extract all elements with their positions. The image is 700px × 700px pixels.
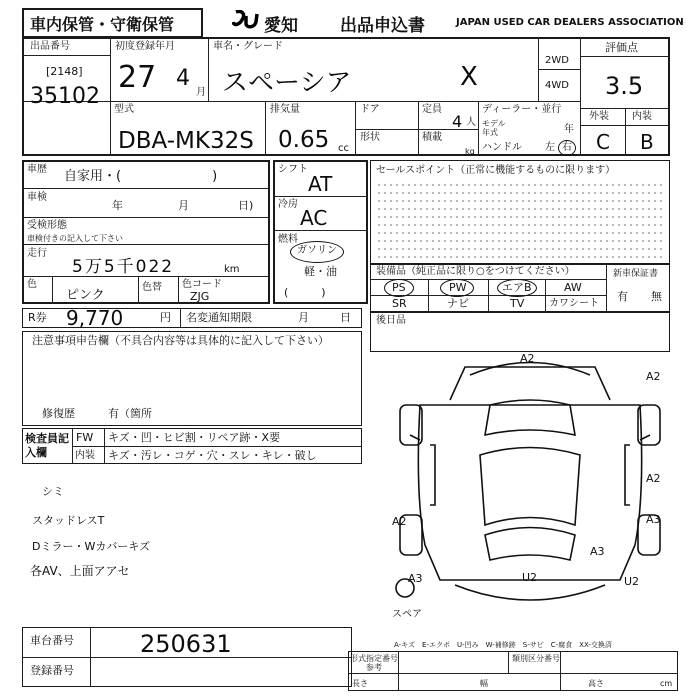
mark-a2-front: A2	[520, 352, 535, 365]
history-value: 自家用・( )	[64, 169, 218, 184]
car-number-value: 250631	[140, 630, 232, 658]
color-code-label: 色コード	[182, 279, 222, 290]
storage-label: 車内保管・守衛保管	[30, 15, 175, 34]
mark-a3-right-rear: A3	[590, 545, 605, 558]
inspector-row2: キズ・汚レ・コゲ・穴・スレ・キレ・破し	[108, 449, 317, 462]
history-label: 車歴	[27, 164, 47, 175]
new-car-yes: 有	[617, 290, 628, 303]
notes-label: 注意事項申告欄（不具合内容等は具体的に記入して下さい）	[32, 334, 329, 347]
ju-logo	[232, 10, 262, 30]
mileage-value: 5万5千022	[72, 257, 175, 277]
model-value: DBA-MK32S	[118, 128, 254, 154]
first-reg-month: 4	[176, 66, 190, 91]
model-label: 型式	[114, 104, 134, 115]
drive-4wd: 4WD	[545, 80, 569, 91]
length-label: 長さ	[352, 679, 368, 688]
fuel-label: 燃料	[278, 234, 298, 245]
equip-ps-circle	[384, 279, 414, 297]
remark-3: Dミラー・Wカバーキズ	[32, 540, 151, 553]
handle-right: 右	[562, 142, 572, 153]
equip-pw: PW	[449, 281, 467, 294]
inspector-label: 検査員記入欄	[25, 432, 69, 459]
first-reg-year: 27	[118, 60, 157, 95]
damage-diagram	[380, 345, 680, 625]
recycle-unit: 円	[160, 311, 171, 324]
class-label: 類別区分番号	[512, 654, 560, 663]
mark-u2-right-rear: U2	[624, 575, 640, 588]
inspection-day: 日)	[238, 199, 254, 212]
inspector-row1: キズ・凹・ヒビ割・リペア跡・X要	[108, 431, 281, 444]
lot-label: 出品番号	[30, 41, 70, 52]
equipment-label: 装備品（純正品に限り○をつけてください）	[376, 266, 575, 277]
sales-points-label: セールスポイント（正常に機能するものに限ります）	[376, 165, 616, 176]
handle-label: ハンドル	[482, 142, 522, 153]
fuel-other: ( )	[284, 286, 326, 299]
remark-2: スタッドレスT	[32, 514, 105, 527]
color-value: ピンク	[66, 288, 105, 303]
aircon-label: 冷房	[278, 199, 298, 210]
color-code: ZJG	[190, 290, 210, 303]
capacity-label: 定員	[422, 104, 442, 115]
interior-grade: B	[640, 130, 654, 154]
equip-pw-circle	[440, 279, 474, 297]
fuel-diesel: 軽・油	[304, 265, 337, 278]
mark-a3-right: A3	[646, 513, 661, 526]
height-label: 高さ	[588, 679, 604, 688]
permit-note: 車検付きの記入して下さい	[27, 234, 123, 243]
ref-label: 参考	[366, 663, 382, 672]
cert-label: 形式指定番号	[350, 654, 398, 663]
inspection-label: 車検	[27, 192, 47, 203]
shift-label: シフト	[278, 164, 308, 175]
equip-seat: カワシート	[549, 298, 599, 309]
transfer-label: 名変通知期限	[186, 311, 252, 324]
inspector-interior: 内装	[75, 450, 95, 461]
shape-label: 形状	[360, 132, 380, 143]
drive-2wd: 2WD	[545, 55, 569, 66]
equip-navi: ナビ	[447, 297, 469, 310]
mileage-label: 走行	[27, 248, 47, 259]
displacement-label: 排気量	[270, 104, 300, 115]
association-name: JAPAN USED CAR DEALERS ASSOCIATION	[456, 17, 684, 28]
equip-ps: PS	[392, 281, 406, 294]
new-car-no: 無	[651, 290, 662, 303]
equip-airbag-circle	[497, 279, 537, 297]
repair-label: 修復歴	[42, 407, 75, 420]
equip-sr: SR	[392, 297, 407, 310]
dealer-label: ディーラー・並行	[482, 104, 562, 115]
form-title: 出品申込書	[340, 16, 425, 36]
equip-aw: AW	[564, 281, 582, 294]
lot-code: [2148]	[46, 65, 83, 78]
damage-legend: A-キズ E-エクボ U-凹み W-補修跡 S-サビ C-腐食 XX-交換済	[394, 641, 612, 649]
sales-points-dots	[376, 181, 664, 259]
first-reg-label: 初度登録年月	[115, 41, 175, 52]
remark-1: シミ	[42, 485, 64, 498]
exterior-grade: C	[596, 130, 610, 154]
displacement-unit: cc	[338, 143, 349, 154]
reg-number-label: 登録番号	[30, 664, 74, 677]
equip-tv: TV	[510, 297, 525, 310]
mark-u2-rear: U2	[522, 571, 538, 584]
inspection-year: 年	[112, 199, 123, 212]
interior-label: 内装	[632, 111, 652, 122]
aircon-value: AC	[300, 206, 328, 230]
load-unit: kg	[465, 147, 475, 156]
model-year-label: モデル年式	[482, 119, 506, 137]
car-name: スペーシア	[222, 68, 352, 98]
recycle-label: R券	[28, 311, 47, 324]
color-tone-label: 色替	[142, 282, 162, 293]
year-unit: 年	[564, 124, 574, 135]
recycle-value: 9,770	[66, 306, 124, 330]
shift-value: AT	[308, 172, 333, 196]
repair-value: 有（箇所	[108, 407, 152, 420]
fuel-gasoline: ガソリン	[297, 245, 337, 256]
load-label: 積載	[422, 132, 442, 143]
width-label: 幅	[480, 679, 488, 688]
org-name: 愛知	[264, 16, 298, 36]
capacity-unit: 人	[466, 117, 476, 128]
car-grade: X	[460, 62, 478, 92]
rear-label: 後日品	[376, 315, 406, 326]
handle-left: 左	[545, 142, 555, 153]
new-car-label: 新車保証書	[613, 269, 659, 279]
transfer-month: 月	[298, 311, 309, 324]
inspection-month: 月	[178, 199, 189, 212]
mark-a2-right-front: A2	[646, 370, 661, 383]
exterior-label: 外装	[589, 111, 609, 122]
spare-label: スペア	[392, 609, 422, 620]
car-name-label: 車名・グレード	[213, 41, 283, 52]
mark-a2-left: A2	[392, 515, 407, 528]
displacement-value: 0.65	[278, 127, 330, 153]
permit-label: 受検形態	[27, 220, 67, 231]
transfer-day: 日	[340, 311, 351, 324]
remark-4: 各AV、上面アアセ	[30, 564, 130, 578]
doors-label: ドア	[360, 104, 380, 115]
mileage-unit: km	[224, 264, 240, 275]
mark-a2-right: A2	[646, 472, 661, 485]
equip-airbag: エアB	[502, 281, 532, 294]
color-label: 色	[27, 279, 37, 290]
score-value: 3.5	[605, 72, 644, 100]
mark-a3-left-rear: A3	[408, 572, 423, 585]
capacity-value: 4	[452, 112, 463, 131]
inspector-fw: FW	[76, 431, 94, 444]
score-label: 評価点	[605, 41, 638, 54]
lot-number: 35102	[30, 84, 100, 109]
cm-unit: cm	[660, 679, 673, 688]
car-number-label: 車台番号	[30, 634, 74, 647]
month-unit: 月	[196, 87, 206, 98]
